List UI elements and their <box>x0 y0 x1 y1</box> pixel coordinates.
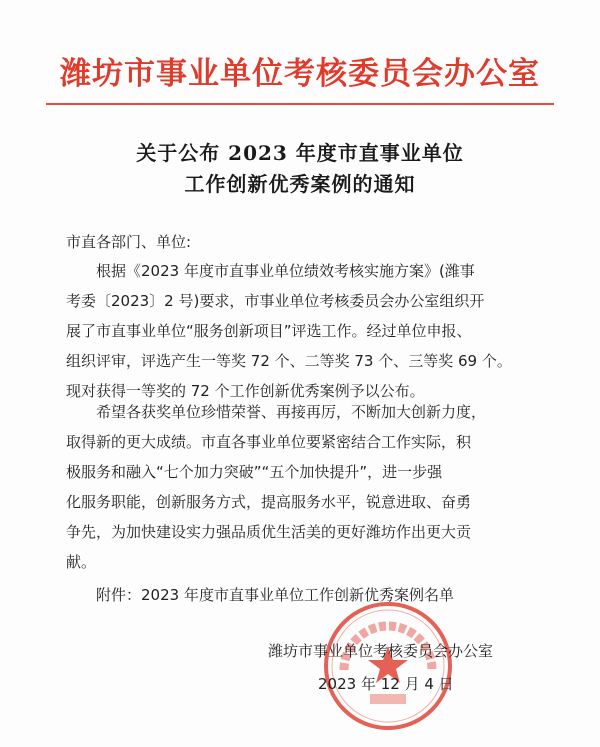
salutation-text: 市直各部门、单位: <box>66 233 192 251</box>
header-red-rule <box>46 103 554 105</box>
attachment-text: 附件：2023 年度市直事业单位工作创新优秀案例名单 <box>96 586 454 604</box>
document-title-line-2: 工作创新优秀案例的通知 <box>184 172 416 196</box>
paragraph-2-line: 希望各获奖单位珍惜荣誉、再接再厉，不断加大创新力度， <box>96 403 487 421</box>
paragraph-1 <box>66 256 536 406</box>
header-organization: 潍坊市事业单位考核委员会办公室 <box>60 56 540 92</box>
paragraph-2-line: 争先，为加快建设实力强品质优生活美的更好潍坊作出更大贡 <box>66 523 472 541</box>
salutation <box>66 227 536 257</box>
paragraph-2-line: 献。 <box>66 553 97 571</box>
paragraph-2 <box>66 397 536 577</box>
paragraph-1-line: 现对获得一等奖的 72 个工作创新优秀案例予以公布。 <box>66 382 425 400</box>
paragraph-1-line: 根据《2023 年度市直事业单位绩效考核实施方案》(潍事 <box>96 262 475 280</box>
paragraph-1-line: 展了市直事业单位“服务创新项目”评选工作。经过单位申报、 <box>66 322 472 340</box>
paragraph-2-line: 取得新的更大成绩。市直各事业单位要紧密结合工作实际，积 <box>66 433 472 451</box>
paragraph-2-line: 化服务职能，创新服务方式，提高服务水平，锐意进取、奋勇 <box>66 493 472 511</box>
official-seal <box>322 600 454 732</box>
paragraph-2-line: 极服务和融入“七个加力突破”“五个加快提升”，进一步强 <box>66 463 443 481</box>
paragraph-1-line: 组织评审，评选产生一等奖 72 个、二等奖 73 个、三等奖 69 个。 <box>66 352 512 370</box>
document-title-line-1: 关于公布 2023 年度市直事业单位 <box>136 141 464 165</box>
signature-organization: 潍坊市事业单位考核委员会办公室 <box>268 642 494 660</box>
signature-date: 2023 年 12 月 4 日 <box>318 675 454 693</box>
paragraph-1-line: 考委〔2023〕2 号)要求，市事业单位考核委员会办公室组织开 <box>66 292 485 310</box>
